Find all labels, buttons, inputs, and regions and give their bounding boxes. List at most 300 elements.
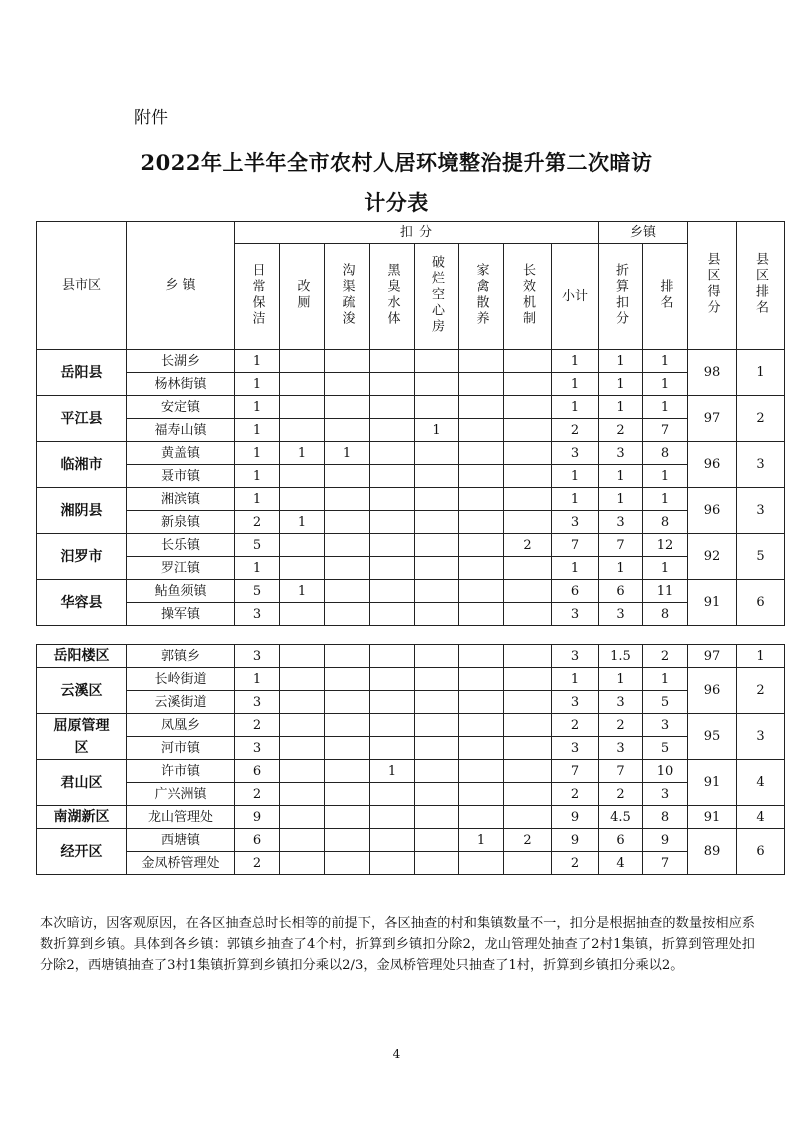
deduction-cell xyxy=(504,396,552,419)
subtotal-cell: 1 xyxy=(552,488,599,511)
deduction-cell xyxy=(415,668,459,691)
deduction-cell: 1 xyxy=(235,373,280,396)
subtotal-cell: 6 xyxy=(552,580,599,603)
header-deduction: 扣 分 xyxy=(235,222,599,244)
deduction-cell xyxy=(415,760,459,783)
deduction-cell xyxy=(504,806,552,829)
table-row xyxy=(37,760,785,783)
header-col-ditch: 沟渠疏浚 xyxy=(339,263,355,327)
township-name: 郭镇乡 xyxy=(127,645,235,668)
deduction-cell xyxy=(415,350,459,373)
county-score: 97 xyxy=(688,396,737,442)
converted-cell: 3 xyxy=(599,737,643,760)
deduction-cell xyxy=(370,852,415,875)
deduction-cell xyxy=(370,829,415,852)
footnote: 本次暗访，因客观原因，在各区抽查总时长相等的前提下，各区抽查的村和集镇数量不一，扣分是根据抽查的数量按相应系数折算到乡镇。具体到各乡镇：郭镇乡抽查了4个村，折算到乡镇扣分除2，龙山管理处抽查了2村1集镇，折算到管理处扣分除2，西塘镇抽查了3村1集镇折算到乡镇扣分乘以2/3，金凤桥管理处只抽查了1村，折算到乡镇扣分乘以2。 xyxy=(40,916,755,973)
deduction-cell xyxy=(459,691,504,714)
converted-cell: 2 xyxy=(599,783,643,806)
subtotal-cell: 1 xyxy=(552,373,599,396)
table-row xyxy=(37,488,785,511)
deduction-cell xyxy=(325,668,370,691)
subtotal-cell: 2 xyxy=(552,783,599,806)
rank-cell: 1 xyxy=(643,373,688,396)
header-county-rank: 县区排名 xyxy=(753,252,768,316)
deduction-cell xyxy=(415,645,459,668)
deduction-cell xyxy=(280,557,325,580)
rank-cell: 7 xyxy=(643,852,688,875)
subtotal-cell: 3 xyxy=(552,442,599,465)
subtotal-cell: 1 xyxy=(552,350,599,373)
township-name: 金凤桥管理处 xyxy=(127,852,235,875)
table-row xyxy=(37,373,785,396)
deduction-cell xyxy=(415,603,459,626)
header-col-cleaning: 日常保洁 xyxy=(249,263,265,327)
deduction-cell xyxy=(459,488,504,511)
table-row xyxy=(37,603,785,626)
converted-cell: 3 xyxy=(599,511,643,534)
deduction-cell xyxy=(415,714,459,737)
deduction-cell xyxy=(325,691,370,714)
county-score: 98 xyxy=(688,350,737,396)
county-score: 92 xyxy=(688,534,737,580)
deduction-cell xyxy=(370,806,415,829)
county-name: 岳阳楼区 xyxy=(37,645,127,668)
table-row xyxy=(37,852,785,875)
deduction-cell xyxy=(325,829,370,852)
rank-cell: 12 xyxy=(643,534,688,557)
deduction-cell xyxy=(280,645,325,668)
deduction-cell xyxy=(459,668,504,691)
county-score: 96 xyxy=(688,442,737,488)
deduction-cell xyxy=(415,488,459,511)
township-name: 长岭街道 xyxy=(127,668,235,691)
county-rank: 2 xyxy=(737,396,785,442)
county-score: 91 xyxy=(688,760,737,806)
county-rank: 4 xyxy=(737,760,785,806)
deduction-cell xyxy=(280,714,325,737)
converted-cell: 1 xyxy=(599,465,643,488)
converted-cell: 1.5 xyxy=(599,645,643,668)
county-score: 89 xyxy=(688,829,737,875)
rank-cell: 9 xyxy=(643,829,688,852)
rank-cell: 1 xyxy=(643,396,688,419)
page-number: 4 xyxy=(392,1047,401,1061)
deduction-cell xyxy=(370,737,415,760)
county-name: 湘阴县 xyxy=(37,488,127,534)
rank-cell: 8 xyxy=(643,442,688,465)
table-row xyxy=(37,668,785,691)
township-name: 广兴洲镇 xyxy=(127,783,235,806)
deduction-cell xyxy=(325,645,370,668)
township-name: 杨林街镇 xyxy=(127,373,235,396)
deduction-cell xyxy=(325,488,370,511)
county-rank: 1 xyxy=(737,645,785,668)
deduction-cell xyxy=(504,668,552,691)
deduction-cell xyxy=(280,350,325,373)
county-rank: 3 xyxy=(737,714,785,760)
deduction-cell xyxy=(459,760,504,783)
deduction-cell: 3 xyxy=(235,691,280,714)
converted-cell: 7 xyxy=(599,534,643,557)
deduction-cell: 1 xyxy=(280,442,325,465)
deduction-cell xyxy=(325,714,370,737)
rank-cell: 8 xyxy=(643,511,688,534)
county-rank: 3 xyxy=(737,442,785,488)
rank-cell: 8 xyxy=(643,603,688,626)
deduction-cell xyxy=(280,783,325,806)
deduction-cell xyxy=(459,645,504,668)
header-converted: 折算扣分 xyxy=(613,263,628,327)
deduction-cell xyxy=(325,419,370,442)
table-row xyxy=(37,645,785,668)
deduction-cell xyxy=(459,511,504,534)
township-name: 福寿山镇 xyxy=(127,419,235,442)
deduction-cell: 1 xyxy=(235,557,280,580)
deduction-cell: 1 xyxy=(235,465,280,488)
deduction-cell xyxy=(504,557,552,580)
deduction-cell xyxy=(415,373,459,396)
deduction-cell xyxy=(325,465,370,488)
deduction-cell: 6 xyxy=(235,760,280,783)
county-name: 屈原管理区 xyxy=(37,714,127,760)
subtotal-cell: 3 xyxy=(552,737,599,760)
deduction-cell xyxy=(280,668,325,691)
deduction-cell xyxy=(325,737,370,760)
deduction-cell xyxy=(280,737,325,760)
deduction-cell xyxy=(504,645,552,668)
county-rank: 4 xyxy=(737,806,785,829)
deduction-cell xyxy=(504,783,552,806)
deduction-cell xyxy=(280,806,325,829)
township-name: 河市镇 xyxy=(127,737,235,760)
subtotal-cell: 9 xyxy=(552,829,599,852)
converted-cell: 4 xyxy=(599,852,643,875)
county-name: 经开区 xyxy=(37,829,127,875)
county-rank: 3 xyxy=(737,488,785,534)
deduction-cell xyxy=(504,737,552,760)
score-table xyxy=(36,221,785,875)
deduction-cell xyxy=(280,691,325,714)
deduction-cell: 1 xyxy=(235,668,280,691)
deduction-cell xyxy=(459,714,504,737)
township-name: 新泉镇 xyxy=(127,511,235,534)
deduction-cell xyxy=(370,511,415,534)
deduction-cell xyxy=(415,465,459,488)
deduction-cell: 1 xyxy=(325,442,370,465)
county-name: 君山区 xyxy=(37,760,127,806)
subtotal-cell: 3 xyxy=(552,511,599,534)
deduction-cell xyxy=(459,465,504,488)
header-subtotal: 小计 xyxy=(552,244,599,350)
rank-cell: 11 xyxy=(643,580,688,603)
township-name: 许市镇 xyxy=(127,760,235,783)
county-score: 96 xyxy=(688,668,737,714)
deduction-cell xyxy=(459,580,504,603)
rank-cell: 8 xyxy=(643,806,688,829)
rank-cell: 10 xyxy=(643,760,688,783)
header-county-score: 县区得分 xyxy=(704,252,720,316)
deduction-cell xyxy=(459,396,504,419)
deduction-cell xyxy=(370,350,415,373)
deduction-cell xyxy=(504,852,552,875)
deduction-cell: 2 xyxy=(235,511,280,534)
deduction-cell xyxy=(280,419,325,442)
rank-cell: 1 xyxy=(643,668,688,691)
deduction-cell: 9 xyxy=(235,806,280,829)
township-name: 黄盖镇 xyxy=(127,442,235,465)
deduction-cell xyxy=(415,829,459,852)
header-township: 乡 镇 xyxy=(127,222,235,350)
deduction-cell xyxy=(504,442,552,465)
deduction-cell xyxy=(504,760,552,783)
deduction-cell xyxy=(459,442,504,465)
header-township-group: 乡镇 xyxy=(599,222,688,244)
township-name: 鲇鱼须镇 xyxy=(127,580,235,603)
header-county: 县市区 xyxy=(37,222,127,350)
deduction-cell xyxy=(280,373,325,396)
deduction-cell: 2 xyxy=(235,783,280,806)
deduction-cell xyxy=(504,691,552,714)
table-row xyxy=(37,419,785,442)
township-name: 云溪街道 xyxy=(127,691,235,714)
township-name: 湘滨镇 xyxy=(127,488,235,511)
deduction-cell xyxy=(325,511,370,534)
deduction-cell xyxy=(459,603,504,626)
header-rank: 排名 xyxy=(657,279,673,311)
converted-cell: 1 xyxy=(599,396,643,419)
deduction-cell: 1 xyxy=(235,488,280,511)
deduction-cell xyxy=(415,783,459,806)
deduction-cell xyxy=(325,852,370,875)
deduction-cell xyxy=(459,557,504,580)
county-name: 汨罗市 xyxy=(37,534,127,580)
deduction-cell xyxy=(504,465,552,488)
deduction-cell xyxy=(325,350,370,373)
county-name: 南湖新区 xyxy=(37,806,127,829)
document-subtitle: 计分表 xyxy=(364,190,429,215)
subtotal-cell: 9 xyxy=(552,806,599,829)
deduction-cell xyxy=(415,691,459,714)
deduction-cell xyxy=(415,852,459,875)
deduction-cell: 3 xyxy=(235,645,280,668)
attachment-label: 附件 xyxy=(134,108,168,128)
table-row xyxy=(37,534,785,557)
county-rank: 5 xyxy=(737,534,785,580)
deduction-cell xyxy=(415,580,459,603)
converted-cell: 1 xyxy=(599,373,643,396)
deduction-cell xyxy=(459,852,504,875)
rank-cell: 2 xyxy=(643,645,688,668)
subtotal-cell: 3 xyxy=(552,603,599,626)
deduction-cell xyxy=(459,737,504,760)
converted-cell: 3 xyxy=(599,691,643,714)
township-name: 长乐镇 xyxy=(127,534,235,557)
rank-cell: 1 xyxy=(643,488,688,511)
rank-cell: 5 xyxy=(643,737,688,760)
county-rank: 6 xyxy=(737,580,785,626)
table-row xyxy=(37,442,785,465)
deduction-cell xyxy=(280,852,325,875)
rank-cell: 3 xyxy=(643,783,688,806)
deduction-cell xyxy=(504,419,552,442)
deduction-cell: 3 xyxy=(235,737,280,760)
deduction-cell xyxy=(415,396,459,419)
deduction-cell: 1 xyxy=(235,350,280,373)
deduction-cell xyxy=(370,668,415,691)
document-title: 2022年上半年全市农村人居环境整治提升第二次暗访 xyxy=(140,150,653,175)
deduction-cell xyxy=(370,691,415,714)
deduction-cell xyxy=(415,737,459,760)
deduction-cell: 2 xyxy=(235,714,280,737)
table-row xyxy=(37,511,785,534)
county-score: 91 xyxy=(688,580,737,626)
county-name: 临湘市 xyxy=(37,442,127,488)
township-name: 操军镇 xyxy=(127,603,235,626)
table-row xyxy=(37,396,785,419)
subtotal-cell: 3 xyxy=(552,645,599,668)
deduction-cell xyxy=(370,603,415,626)
deduction-cell: 1 xyxy=(370,760,415,783)
subtotal-cell: 1 xyxy=(552,557,599,580)
township-name: 龙山管理处 xyxy=(127,806,235,829)
deduction-cell xyxy=(459,373,504,396)
deduction-cell xyxy=(459,419,504,442)
deduction-cell xyxy=(325,580,370,603)
table-row xyxy=(37,806,785,829)
county-name: 岳阳县 xyxy=(37,350,127,396)
subtotal-cell: 2 xyxy=(552,852,599,875)
rank-cell: 5 xyxy=(643,691,688,714)
subtotal-cell: 2 xyxy=(552,714,599,737)
deduction-cell xyxy=(370,714,415,737)
converted-cell: 4.5 xyxy=(599,806,643,829)
county-score: 91 xyxy=(688,806,737,829)
converted-cell: 3 xyxy=(599,442,643,465)
deduction-cell: 1 xyxy=(280,580,325,603)
deduction-cell xyxy=(370,557,415,580)
table-row xyxy=(37,714,785,737)
township-name: 罗江镇 xyxy=(127,557,235,580)
subtotal-cell: 1 xyxy=(552,396,599,419)
deduction-cell: 1 xyxy=(280,511,325,534)
deduction-cell xyxy=(504,373,552,396)
converted-cell: 3 xyxy=(599,603,643,626)
deduction-cell xyxy=(325,783,370,806)
converted-cell: 2 xyxy=(599,419,643,442)
table-row xyxy=(37,580,785,603)
deduction-cell xyxy=(280,396,325,419)
header-col-toilet: 改厕 xyxy=(294,279,310,311)
table-row xyxy=(37,465,785,488)
rank-cell: 1 xyxy=(643,465,688,488)
table-row xyxy=(37,350,785,373)
deduction-cell xyxy=(325,557,370,580)
converted-cell: 1 xyxy=(599,557,643,580)
deduction-cell xyxy=(459,350,504,373)
deduction-cell xyxy=(459,534,504,557)
township-name: 聂市镇 xyxy=(127,465,235,488)
deduction-cell xyxy=(415,534,459,557)
deduction-cell xyxy=(370,396,415,419)
deduction-cell xyxy=(415,806,459,829)
deduction-cell xyxy=(280,534,325,557)
deduction-cell xyxy=(325,760,370,783)
deduction-cell xyxy=(280,465,325,488)
deduction-cell xyxy=(415,557,459,580)
county-name: 华容县 xyxy=(37,580,127,626)
deduction-cell xyxy=(459,783,504,806)
table-row xyxy=(37,691,785,714)
county-score: 96 xyxy=(688,488,737,534)
township-name: 西塘镇 xyxy=(127,829,235,852)
converted-cell: 1 xyxy=(599,488,643,511)
header-col-blackwater: 黑臭水体 xyxy=(384,263,400,327)
county-name: 平江县 xyxy=(37,396,127,442)
deduction-cell xyxy=(370,645,415,668)
deduction-cell xyxy=(504,488,552,511)
subtotal-cell: 7 xyxy=(552,534,599,557)
deduction-cell: 5 xyxy=(235,534,280,557)
section-divider xyxy=(37,626,785,645)
deduction-cell xyxy=(504,603,552,626)
table-row xyxy=(37,829,785,852)
subtotal-cell: 1 xyxy=(552,668,599,691)
county-name: 云溪区 xyxy=(37,668,127,714)
deduction-cell: 1 xyxy=(235,419,280,442)
deduction-cell xyxy=(325,396,370,419)
deduction-cell xyxy=(370,488,415,511)
deduction-cell: 1 xyxy=(459,829,504,852)
subtotal-cell: 3 xyxy=(552,691,599,714)
deduction-cell: 2 xyxy=(235,852,280,875)
deduction-cell: 2 xyxy=(504,829,552,852)
deduction-cell xyxy=(504,580,552,603)
deduction-cell xyxy=(370,580,415,603)
county-score: 97 xyxy=(688,645,737,668)
deduction-cell xyxy=(325,534,370,557)
table-row xyxy=(37,557,785,580)
deduction-cell xyxy=(370,465,415,488)
converted-cell: 1 xyxy=(599,668,643,691)
county-rank: 6 xyxy=(737,829,785,875)
converted-cell: 1 xyxy=(599,350,643,373)
rank-cell: 3 xyxy=(643,714,688,737)
rank-cell: 1 xyxy=(643,350,688,373)
deduction-cell: 6 xyxy=(235,829,280,852)
converted-cell: 7 xyxy=(599,760,643,783)
township-name: 安定镇 xyxy=(127,396,235,419)
header-col-vacant-house: 破烂空心房 xyxy=(429,255,444,335)
county-rank: 2 xyxy=(737,668,785,714)
table-row xyxy=(37,783,785,806)
deduction-cell xyxy=(280,603,325,626)
township-name: 长湖乡 xyxy=(127,350,235,373)
deduction-cell xyxy=(415,442,459,465)
deduction-cell: 3 xyxy=(235,603,280,626)
deduction-cell: 5 xyxy=(235,580,280,603)
deduction-cell: 1 xyxy=(235,442,280,465)
deduction-cell xyxy=(415,511,459,534)
header-col-poultry: 家禽散养 xyxy=(473,263,489,327)
deduction-cell xyxy=(325,806,370,829)
deduction-cell xyxy=(280,829,325,852)
deduction-cell xyxy=(459,806,504,829)
deduction-cell xyxy=(325,603,370,626)
deduction-cell xyxy=(370,534,415,557)
deduction-cell xyxy=(504,511,552,534)
table-row xyxy=(37,737,785,760)
deduction-cell xyxy=(280,760,325,783)
